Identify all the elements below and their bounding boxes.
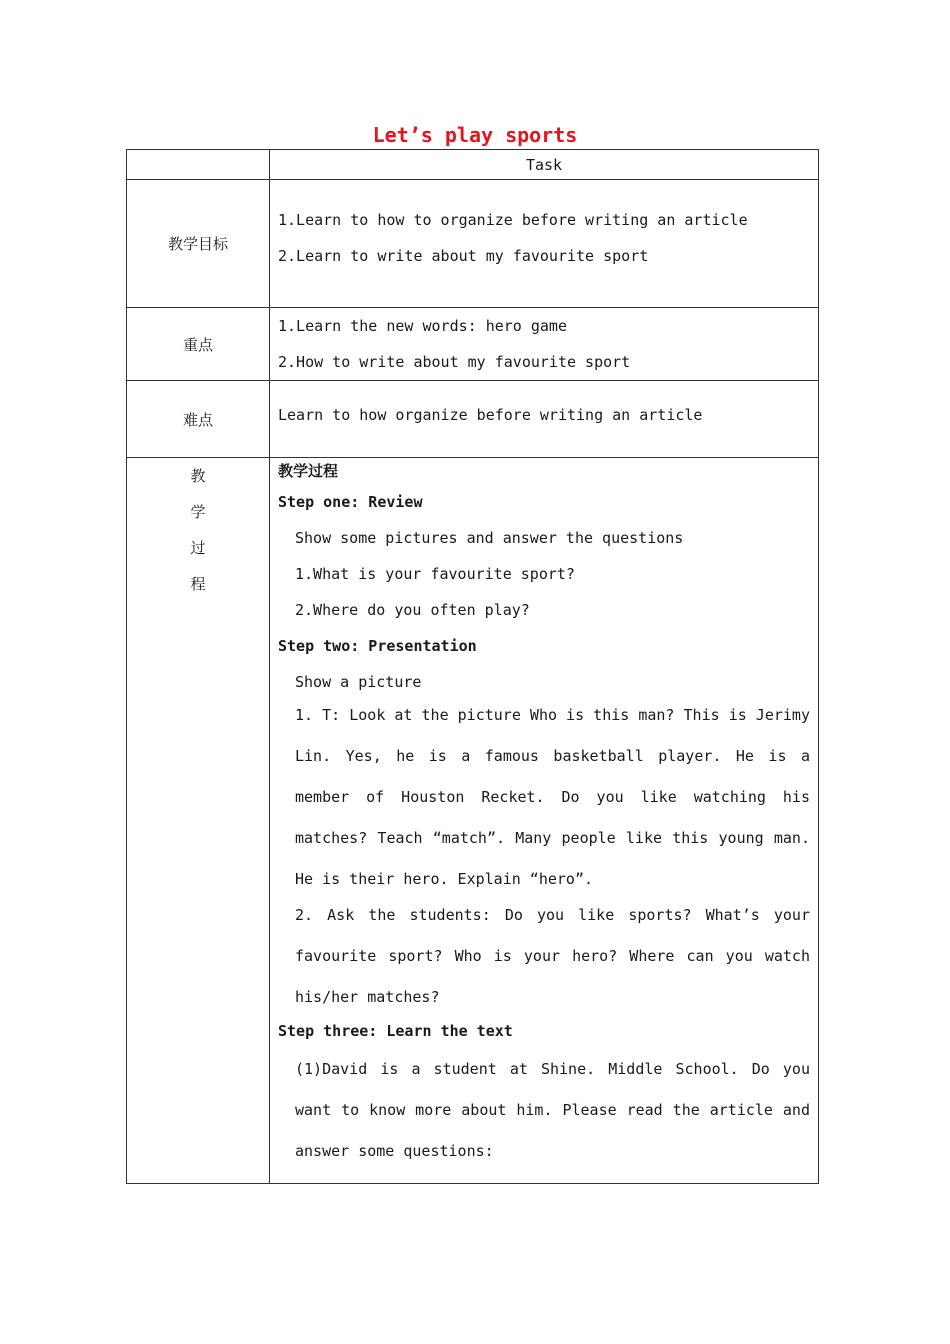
process-label-char: 学 <box>190 503 206 521</box>
header-left-cell <box>127 150 270 180</box>
step-one-line: Show some pictures and answer the questions <box>295 529 684 547</box>
step-three-title: Step three: Learn the text <box>278 1022 513 1040</box>
header-task-cell: Task <box>270 150 819 180</box>
page-title: Let’s play sports <box>372 123 578 147</box>
key-points-content <box>270 308 819 381</box>
step-two-intro: Show a picture <box>295 673 422 691</box>
process-label <box>127 458 270 1184</box>
objective-item: 2.Learn to write about my favourite sport <box>278 247 649 265</box>
objectives-content <box>270 180 819 308</box>
process-row <box>127 458 819 1184</box>
key-point-item: 2.How to write about my favourite sport <box>278 353 631 371</box>
process-label-char: 程 <box>190 575 206 593</box>
difficulty-text: Learn to how organize before writing an article <box>278 406 703 424</box>
header-row <box>127 150 819 180</box>
process-label-char: 教 <box>190 467 206 485</box>
step-one-line: 2.Where do you often play? <box>295 601 530 619</box>
step-two-paragraph: 1. T: Look at the picture Who is this man? This is Jerimy Lin. Yes, he is a famous basketball player. He is a member of Houston Recket. Do you like watching his matches? Teach “match”. Many people like this young man. He is their hero. Explain “hero”. <box>295 706 810 888</box>
objective-item: 1.Learn to how to organize before writing an article <box>278 211 748 229</box>
objectives-row <box>127 180 819 308</box>
difficulties-content <box>270 381 819 458</box>
difficulties-row <box>127 381 819 458</box>
difficulties-label: 难点 <box>127 381 270 458</box>
step-three-paragraph: (1)David is a student at Shine. Middle School. Do you want to know more about him. Please read the article and answer some questions: <box>295 1060 810 1160</box>
step-two-title: Step two: Presentation <box>278 637 477 655</box>
process-heading: 教学过程 <box>278 462 339 480</box>
key-points-row <box>127 308 819 381</box>
step-one-title: Step one: Review <box>278 493 423 511</box>
objectives-label: 教学目标 <box>127 180 270 308</box>
process-content <box>270 458 819 1184</box>
key-points-label: 重点 <box>127 308 270 381</box>
process-label-char: 过 <box>190 539 206 557</box>
step-two-paragraph: 2. Ask the students: Do you like sports? What’s your favourite sport? Who is your hero? Where can you watch his/her matches? <box>295 906 810 1006</box>
step-one-line: 1.What is your favourite sport? <box>295 565 575 583</box>
key-point-item: 1.Learn the new words: hero game <box>278 317 567 335</box>
lesson-plan-table <box>126 149 819 1184</box>
